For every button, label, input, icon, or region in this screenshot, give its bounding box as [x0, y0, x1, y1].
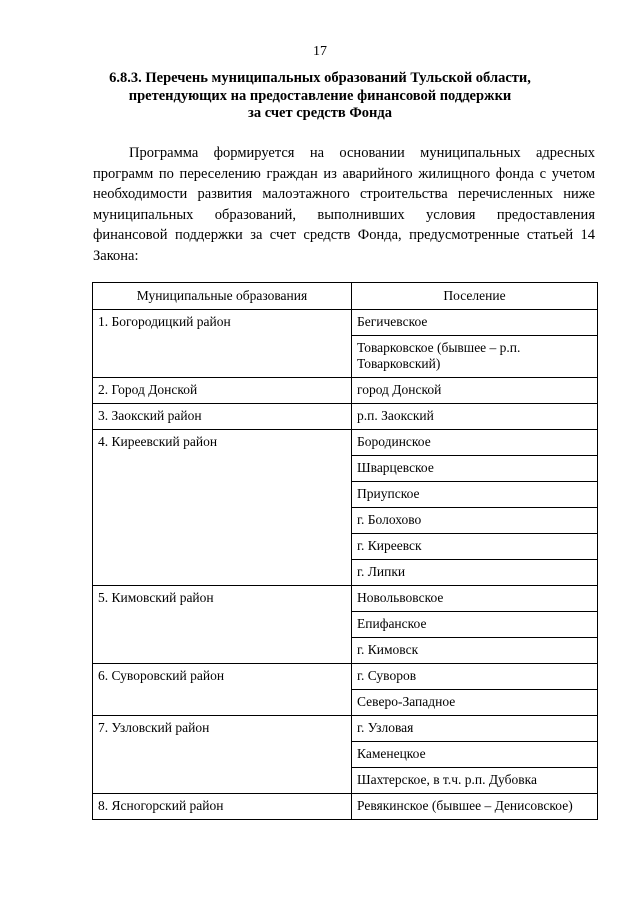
table-row [93, 716, 598, 742]
settlement-cell: Епифанское [352, 612, 598, 638]
header-settlement: Поселение [352, 283, 598, 310]
section-heading [100, 70, 540, 123]
settlement-cell: Ревякинское (бывшее – Денисовское) [352, 794, 598, 820]
settlement-cell: Новольвовское [352, 586, 598, 612]
settlement-cell: город Донской [352, 378, 598, 404]
settlement-cell: г. Болохово [352, 508, 598, 534]
settlement-cell: Северо-Западное [352, 690, 598, 716]
settlement-cell: г. Узловая [352, 716, 598, 742]
municipality-cell: 2. Город Донской [93, 378, 352, 404]
table-row [93, 794, 598, 820]
heading-line: претендующих на предоставление финансовой поддержки [128, 87, 512, 104]
table-row [93, 430, 598, 456]
settlement-cell: г. Липки [352, 560, 598, 586]
table-header-row [93, 283, 598, 310]
table-row [93, 664, 598, 690]
table-row [93, 378, 598, 404]
settlement-cell: г. Кимовск [352, 638, 598, 664]
settlement-cell: Бегичевское [352, 310, 598, 336]
header-municipalities: Муниципальные образования [93, 283, 352, 310]
municipality-cell: 1. Богородицкий район [93, 310, 352, 378]
municipality-cell: 8. Ясногорский район [93, 794, 352, 820]
table-row [93, 310, 598, 336]
municipality-cell: 3. Заокский район [93, 404, 352, 430]
settlement-cell: Бородинское [352, 430, 598, 456]
table-body [93, 310, 598, 820]
table-row [93, 404, 598, 430]
municipality-cell: 5. Кимовский район [93, 586, 352, 664]
page-number: 17 [313, 44, 327, 59]
heading-line: за счет средств Фонда [248, 105, 392, 121]
settlement-cell: Товарковское (бывшее – р.п. Товарковский) [352, 336, 598, 378]
settlement-cell: р.п. Заокский [352, 404, 598, 430]
settlement-cell: Приупское [352, 482, 598, 508]
table-row [93, 586, 598, 612]
municipality-cell: 4. Киреевский район [93, 430, 352, 586]
intro-paragraph [93, 143, 595, 266]
municipalities-table [92, 282, 598, 820]
settlement-cell: г. Суворов [352, 664, 598, 690]
municipality-cell: 6. Суворовский район [93, 664, 352, 716]
municipality-cell: 7. Узловский район [93, 716, 352, 794]
settlement-cell: г. Киреевск [352, 534, 598, 560]
settlement-cell: Шварцевское [352, 456, 598, 482]
heading-line: 6.8.3. Перечень муниципальных образований Тульской области, [109, 70, 531, 86]
settlement-cell: Каменецкое [352, 742, 598, 768]
paragraph-text: Программа формируется на основании муниципальных адресных программ по переселению граждан из аварийного жилищного фонда с учетом необходимости развития малоэтажного строительства перечисленных ниже муниципальных образований, выполнивших условия предоставления финансовой поддержки за счет средств Фонда, предусмотренные статьей 14 Закона: [93, 145, 595, 264]
settlement-cell: Шахтерское, в т.ч. р.п. Дубовка [352, 768, 598, 794]
